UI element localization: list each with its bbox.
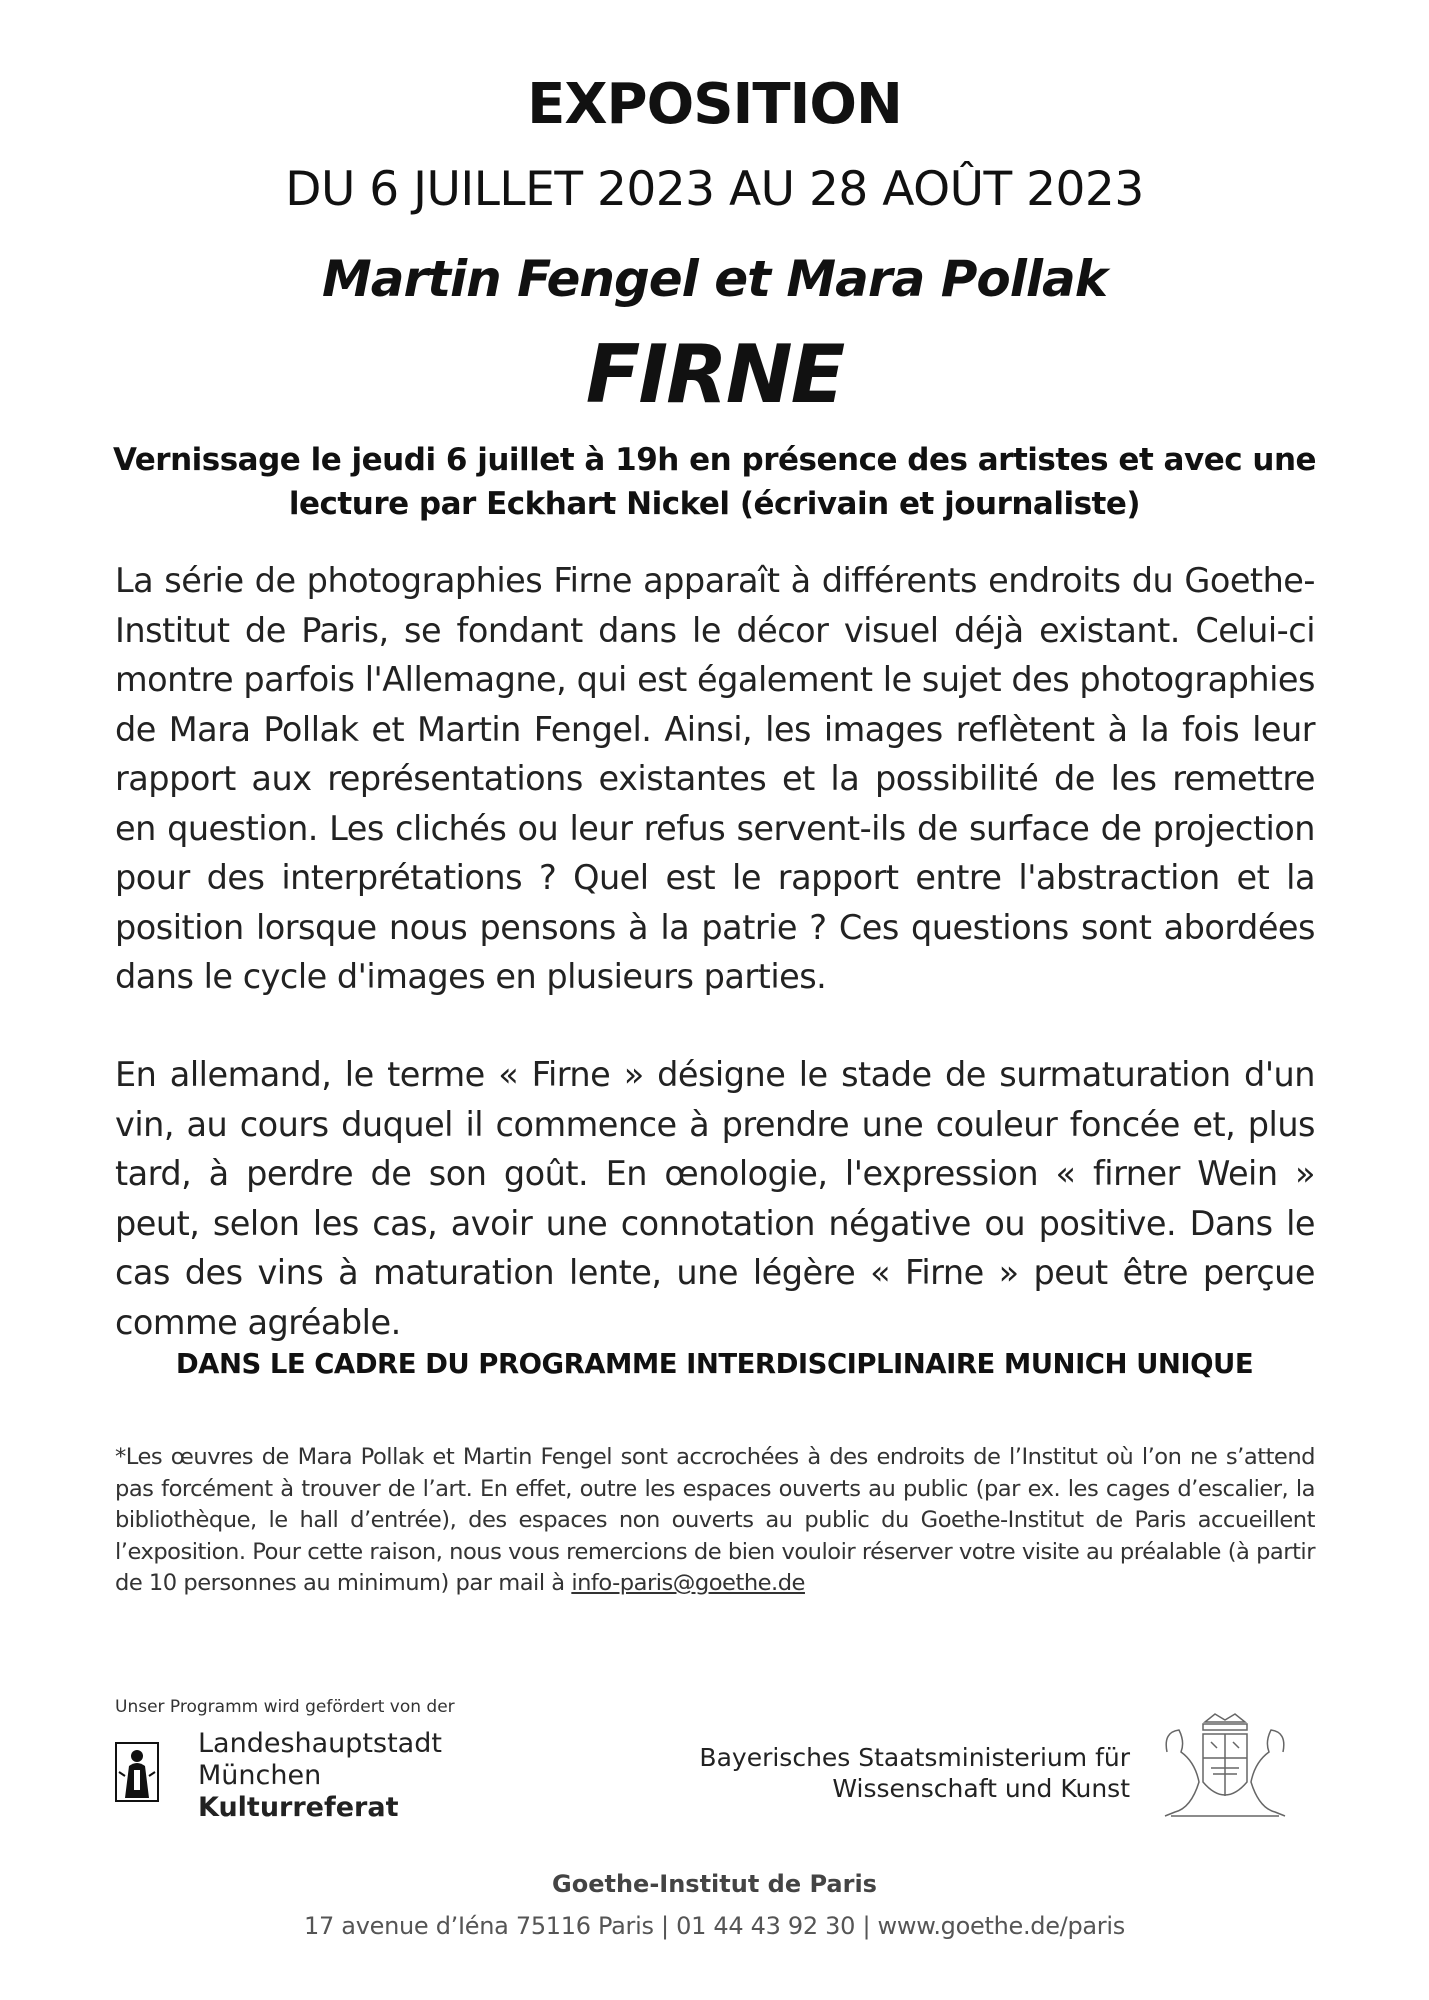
vernissage-line-1: Vernissage le jeudi 6 juillet à 19h en présence des artistes et avec une — [112, 442, 1317, 478]
munich-line-1: Landeshauptstadt — [198, 1728, 442, 1759]
munich-line-3: Kulturreferat — [198, 1792, 399, 1823]
munich-sponsor-text — [198, 1728, 518, 1824]
description-paragraph-2: En allemand, le terme « Firne » désigne le stade de surmaturation d'un vin, au cours duquel il commence à prendre une couleur foncée et, plus tard, à perdre de son goût. En œnologie, l'expression « firner Wein » peut, selon les cas, avoir une connotation négative ou positive. Dans le cas des vins à maturation lente, une légère « Firne » peut être perçue comme agréable. — [115, 1055, 1315, 1342]
bavaria-crest-icon — [1155, 1712, 1295, 1822]
description-paragraph-1: La série de photographies Firne apparaît à différents endroits du Goethe-Institut de Paris, se fondant dans le décor visuel déjà existant. Celui-ci montre parfois l'Allemagne, qui est également le sujet des photographies de Mara Pollak et Martin Fengel. Ainsi, les images reflètent à la fois leur rapport aux représentations existantes et la possibilité de les remettre en question. Les clichés ou leur refus servent-ils de surface de projection pour des interprétations ? Quel est le rapport entre l'abstraction et la position lorsque nous pensons à la patrie ? Ces questions sont abordées dans le cycle d'images en plusieurs parties. — [115, 561, 1315, 996]
munich-line-2: München — [198, 1760, 322, 1791]
bavaria-line-2: Wissenschaft und Kunst — [832, 1774, 1130, 1803]
vernissage-info — [0, 438, 1429, 526]
footnote — [115, 1442, 1315, 1600]
exhibition-dates: DU 6 JUILLET 2023 AU 28 AOÛT 2023 — [285, 162, 1144, 217]
exhibition-heading: EXPOSITION — [527, 72, 902, 137]
vernissage-line-2: lecture par Eckhart Nickel (écrivain et journaliste) — [288, 486, 1141, 522]
munich-monk-icon — [115, 1742, 159, 1802]
footnote-text: *Les œuvres de Mara Pollak et Martin Fengel sont accrochées à des endroits de l’Institut où l’on ne s’attend pas forcément à trouver de l’art. En effet, outre les espaces ouverts au public (par ex. les cages d’escalier, la bibliothèque, le hall d’entrée), des espaces non ouverts au public du Goethe-Institut de Paris accueillent l’exposition. Pour cette raison, nous vous remercions de bien vouloir réserver votre visite au préalable (à partir de 10 personnes au minimum) par mail à — [115, 1444, 1315, 1596]
sponsor-label: Unser Programm wird gefördert von der — [115, 1697, 455, 1717]
programme-notice: DANS LE CADRE DU PROGRAMME INTERDISCIPLINAIRE MUNICH UNIQUE — [175, 1348, 1254, 1380]
institute-address: 17 avenue d’Iéna 75116 Paris | 01 44 43 92 30 | www.goethe.de/paris — [304, 1912, 1125, 1940]
bavaria-sponsor-text — [690, 1742, 1130, 1804]
institute-name: Goethe-Institut de Paris — [552, 1870, 877, 1898]
artist-names: Martin Fengel et Mara Pollak — [321, 250, 1107, 308]
bavaria-line-1: Bayerisches Staatsministerium für — [699, 1743, 1130, 1772]
exhibition-title: FIRNE — [585, 328, 844, 421]
contact-email-link[interactable]: info-paris@goethe.de — [571, 1570, 805, 1596]
